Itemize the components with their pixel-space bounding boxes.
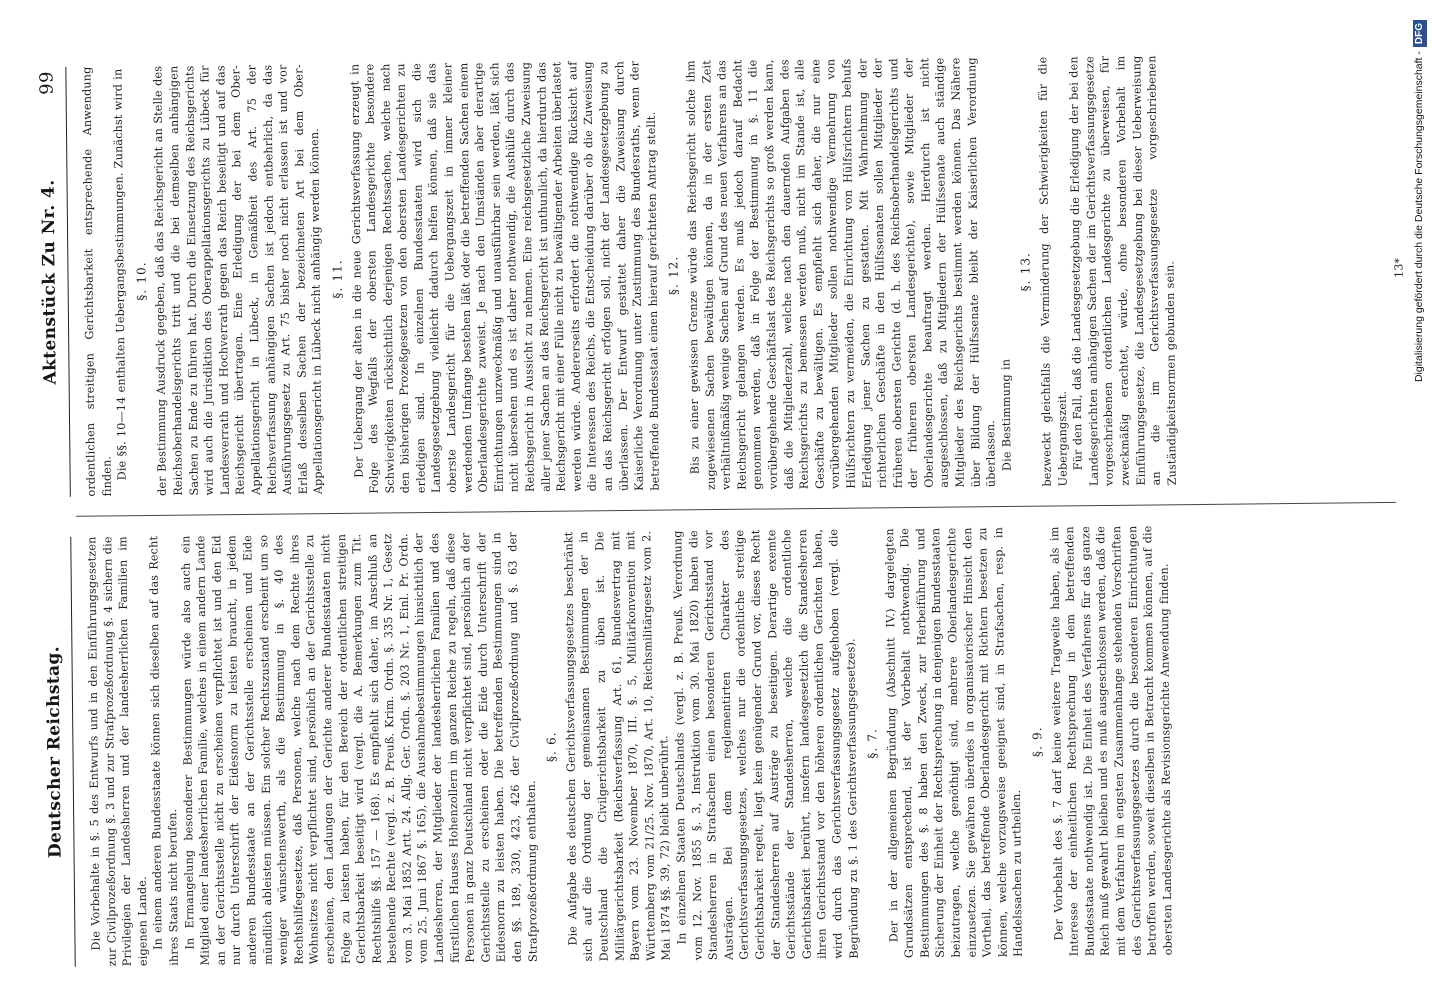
section-heading-12: §. 12. xyxy=(666,255,682,296)
section-heading-7: §. 7. xyxy=(865,728,880,759)
paragraph: Für den Fall, daß die Landesgesetzgebung die Erledigung der bei den Landesgerichten anhängigen Sachen der im Gerichtsverfassungsgesetze vorgeschriebenen ordentlichen Landesgerichte zu überweisen, für zweckmäßig erachtet, würde, ohne besonderen Vorbehalt im Einführungsgesetze, die Landesgesetzgebung bei dieser Ueberweisung an die im Gerichtsverfassungsgesetze vorgeschriebenen Zuständigkeitsnormen gebunden sein. xyxy=(1067,55,1179,487)
paragraph: In einzelnen Staaten Deutschlands (vergl. z. B. Preuß. Verordnung vom 12. Nov. 1855 §. 3, Instruktion vom 30. Mai 1820) haben die Standesherren in Strafsachen einen besonderen Gerichtsstand vor Austrägen. Bei dem reglementirten Charakter des Gerichtsverfassungsgesetzes, welches nur die ordentliche streitige Gerichtsbarkeit regelt, liegt kein genügender Grund vor, dieses Recht der Standesherren auf Austräge zu beseitigen. Derartige exemte Gerichtsstände der Standesherren, welche die ordentliche Gerichtsbarkeit berührt, insofern landesgesetzlich die Standesherren ihren Gerichtsstand vor den höheren ordentlichen Gerichten haben, wird durch das Gerichtsverfassungsgesetz aufgehoben (vergl. die Begründung zu §. 1 des Gerichtsverfassungsgesetzes). xyxy=(671,528,861,961)
document-page xyxy=(31,53,1410,967)
paragraph: Die §§. 10—14 enthalten Uebergangsbestimmungen. Zunächst wird in xyxy=(111,68,129,481)
left-page-header xyxy=(36,537,76,967)
digitization-note xyxy=(1408,20,1430,980)
paragraph: Der Uebergang der alten in die neue Gerichtsverfassung erzeugt in Folge des Wegfalls der obersten Landesgerichte besondere Schwierigkeiten rücksichtlich derjenigen Rechtssachen, welche nach den bisherigen Prozeßgesetzen von den obersten Landesgerichten zu erledigen sind. In einzelnen Bundesstaaten wird sich die Landesgesetzgebung vielleicht dadurch helfen können, daß sie das oberste Landesgericht für die Uebergangszeit in immer kleiner werdendem Umfange bestehen läßt oder die betreffenden Sachen einem Oberlandesgerichte zuweist. Je nach den Umständen aber derartige Einrichtungen unzweckmäßig und unausführbar sein werden, läßt sich nicht übersehen und es ist daher nothwendig, die Aushülfe durch das Reichsgericht in Aussicht zu nehmen. Eine reichsgesetzliche Zuweisung aller jener Sachen an das Reichsgericht ist unthunlich, da hierdurch das Reichsgericht mit einer Fülle nicht zu bewältigender Arbeiten überlastet werden würde. Andererseits erfordert die nothwendige Rücksicht auf die Interessen des Reichs, die Entscheidung darüber ob die Zuweisung an das Reichsgericht erfolgen soll, nicht der Landesgesetzgebung zu überlassen. Der Entwurf gestattet daher die Zuweisung durch Kaiserliche Verordnung unter Zustimmung des Bundesraths, wenn der betreffende Bundesstaat einen hierauf gerichteten Antrag stellt. xyxy=(347,60,662,494)
section-heading-6: §. 6. xyxy=(544,731,559,763)
paragraph: In Ermangelung besonderer Bestimmungen würde also auch ein Mitglied einer landesherrlichen Familie, welches in einem andern Lande an der Gerichtsstelle nicht zu erscheinen verpflichtet ist und den Eid nur durch Unterschrift der Eidesnorm zu leisten braucht, in jedem anderen Bundesstaate an der Gerichtsstelle erscheinen und Eide mündlich ableisten müssen. Ein solcher Rechtszustand erscheint um so weniger wünschenswerth, als die Bestimmung in §. 40 des Rechtshilfegesetzes, daß Personen, welche nach dem Rechte ihres Wohnsitzes nicht verpflichtet sind, persönlich an der Gerichtsstelle zu erscheinen, den Ladungen der Gerichte anderer Bundesstaaten nicht Folge zu leisten haben, für den Bereich der ordentlichen streitigen Gerichtsbarkeit beseitigt wird (vergl. die A. Bemerkungen zum Tit. Rechtshilfe §§. 157 — 168). Es empfiehlt sich daher, im Anschluß an bestehende Rechte (vergl. z. B. Preuß. Krim. Ordn. §. 335 Nr. 1, Gesetz vom 3. Mai 1852 Artt. 24. Allg. Ger. Ordn. §. 203 Nr. 1, Einl. Pr. Ordn. vom 25. Juni 1867 §. 165), die Ausnahmebestimmungen hinsichtlich der Landesherren, der Mitglieder der landesherrlichen Familien und des fürstlichen Hauses Hohenzollern im ganzen Reiche zu regeln, daß diese Personen in ganz Deutschland nicht verpflichtet sind, persönlich an der Gerichtsstelle zu erscheinen oder die Eide durch Unterschrift der Eidesnorm zu leisten haben. Die betreffenden Bestimmungen sind in den §§. 189, 330, 423, 426 der Civilprozeßordnung und §. 63 der Strafprozeßordnung enthalten. xyxy=(178,532,540,966)
section-heading-10: §. 10. xyxy=(134,261,149,301)
section-heading-11: §. 11. xyxy=(330,259,345,299)
paragraph: der Bestimmung Ausdruck gegeben, daß das Reichsgericht an Stelle des Reichsoberhandelsgerichts tritt und die bei demselben anhängigen Sachen zu Ende zu führen hat. Durch die Einsetzung des Reichsgerichts wird auch die Jurisdiktion des Oberappellationsgerichts zu Lübeck für Landesverrath und Hochverrath gegen das Reich beseitigt und auf das Reichsgericht übertragen. Eine Erledigung der bei dem Ober-Appellationsgericht in Lübeck, in Gemäßheit des Art. 75 der Reichsverfassung anhängigen Sachen ist jedoch entbehrlich, da das Ausführungsgesetz zu Art. 75 bisher noch nicht erlassen ist und vor Erlaß desselben Sachen der bezeichneten Art bei dem Ober-Appellationsgericht in Lübeck nicht anhängig werden können. xyxy=(151,64,326,496)
paragraph: Der Vorbehalt des §. 7 darf keine weitere Tragweite haben, als im Interesse der einheitlichen Rechtsprechung in dem betreffenden Bundesstaate nothwendig ist. Die Einheit des Verfahrens für das ganze Reich muß gewahrt bleiben und es muß ausgeschlossen werden, daß die mit dem Verfahren im engsten Zusammenhange stehenden Vorschriften des Gerichtsverfassungsgesetzes durch die besonderen Einrichtungen betroffen werden, soweit dieselben in Betracht kommen können, auf die obersten Landesgerichte als Revisionsgerichte Anwendung finden. xyxy=(1047,525,1175,957)
sheet-signature: 13* xyxy=(1392,257,1407,278)
column-divider xyxy=(76,502,1396,517)
dfg-logo: DFG xyxy=(1413,20,1427,47)
right-column xyxy=(79,53,1405,497)
digitization-note-label: Digitalisierung gefördert durch die Deutsche Forschungsgemeinschaft - xyxy=(1413,51,1425,383)
paragraph: Bis zu einer gewissen Grenze würde das Reichsgericht solche ihm zugewiesenen Sachen bewältigen können, da in der ersten Zeit verhältnißmäßig wenige Sachen auf Grund des neuen Verfahrens an das Reichsgericht gelangen werden. Es muß jedoch darauf Bedacht genommen werden, daß in Folge der Bestimmung in §. 11 die vorübergehende Geschäftslast des Reichsgerichts so groß werden kann, daß die Mitgliederzahl, welche nach den dauernden Aufgaben des Reichsgerichts zu bemessen werden muß, nicht im Stande ist, alle Geschäfte zu bewältigen. Es empfiehlt sich daher, die nur eine vorübergehenden Mitglieder sollen nothwendige Vermehrung von Hülfsrichtern zu vermeiden, die Einrichtung von Hülfsrichtern behufs Erledigung jener Sachen zu gestatten. Mit Wahrnehmung der richterlichen Geschäfte in den Hülfssenaten sollen Mitglieder der früheren obersten Gerichte (d. h. des Reichsoberhandelsgerichts und der früheren obersten Landesgerichte), sowie Mitglieder der Oberlandesgerichte beauftragt werden. Hierdurch ist nicht ausgeschlossen, daß zu Mitgliedern der Hülfssenate auch ständige Mitglieder des Reichsgerichts bestimmt werden können. Das Nähere über Bildung der Hülfssenate bleibt der Kaiserlichen Verordnung überlassen. xyxy=(684,57,999,491)
digitization-note-text xyxy=(1408,20,1430,980)
left-column xyxy=(84,523,1410,967)
left-header-title: Deutscher Reichstag. xyxy=(43,645,66,859)
page-number: 99 xyxy=(36,70,58,95)
right-header-title: Aktenstück Zu Nr. 4. xyxy=(38,179,61,385)
paragraph: ordentlichen streitigen Gerichtsbarkeit entsprechende Anwendung finden. xyxy=(80,66,114,497)
paragraph: Die Vorbehalte in §. 5 des Entwurfs und in den Einführungsgesetzen zur Civilprozeßordnung §. 3 und zur Strafprozeßordnung §. 4 sichern die Privilegien der Landesherren und der landesherrlichen Familien im eigenen Lande. xyxy=(85,536,150,967)
paragraph: In einem anderen Bundesstaate können sich dieselben auf das Recht ihres Staats nicht berufen. xyxy=(147,535,181,966)
paragraph: bezweckt gleichfalls die Verminderung der Schwierigkeiten für die Uebergangszeit. xyxy=(1036,56,1070,487)
section-heading-9: §. 9. xyxy=(1030,726,1045,758)
right-page-header xyxy=(31,67,71,497)
paragraph: Die Aufgabe des deutschen Gerichtsverfassungsgesetzes beschränkt sich auf die Ordnung der gemeinsamen Bestimmungen der in Deutschland die Civilgerichtsbarkeit zu üben ist. Die Militärgerichtsbarkeit (Reichsverfassung Art. 61, Bundesvertrag mit Bayern vom 23. November 1870, III. §. 5, Militärkonvention mit Württemberg vom 21/25. Nov. 1870, Art. 10, Reichsmilitärgesetz vom 2. Mai 1874 §§. 39, 72) bleibt unberührt. xyxy=(562,530,674,962)
paragraph: Der in der allgemeinen Begründung (Abschnitt IV.) dargelegten Grundsätzen entsprechend, ist der Vorbehalt nothwendig. Die Bestimmungen des §. 8 haben den Zweck, zur Herbeiführung und Sicherung der Einheit der Rechtsprechung in denjenigen Bundesstaaten beizutragen, welche genöthigt sind, mehrere Oberlandesgerichte einzusetzen. Sie gewähren überdies in organisatorischer Hinsicht den Vortheil, das betreffende Oberlandesgericht mit Richtern besetzen zu können, welche vorzugsweise geeignet sind, in Strafsachen, resp. in Handelssachen zu urtheilen. xyxy=(882,527,1026,959)
paragraph: Die Bestimmung in xyxy=(999,358,1014,472)
section-heading-13: §. 13. xyxy=(1018,252,1034,292)
